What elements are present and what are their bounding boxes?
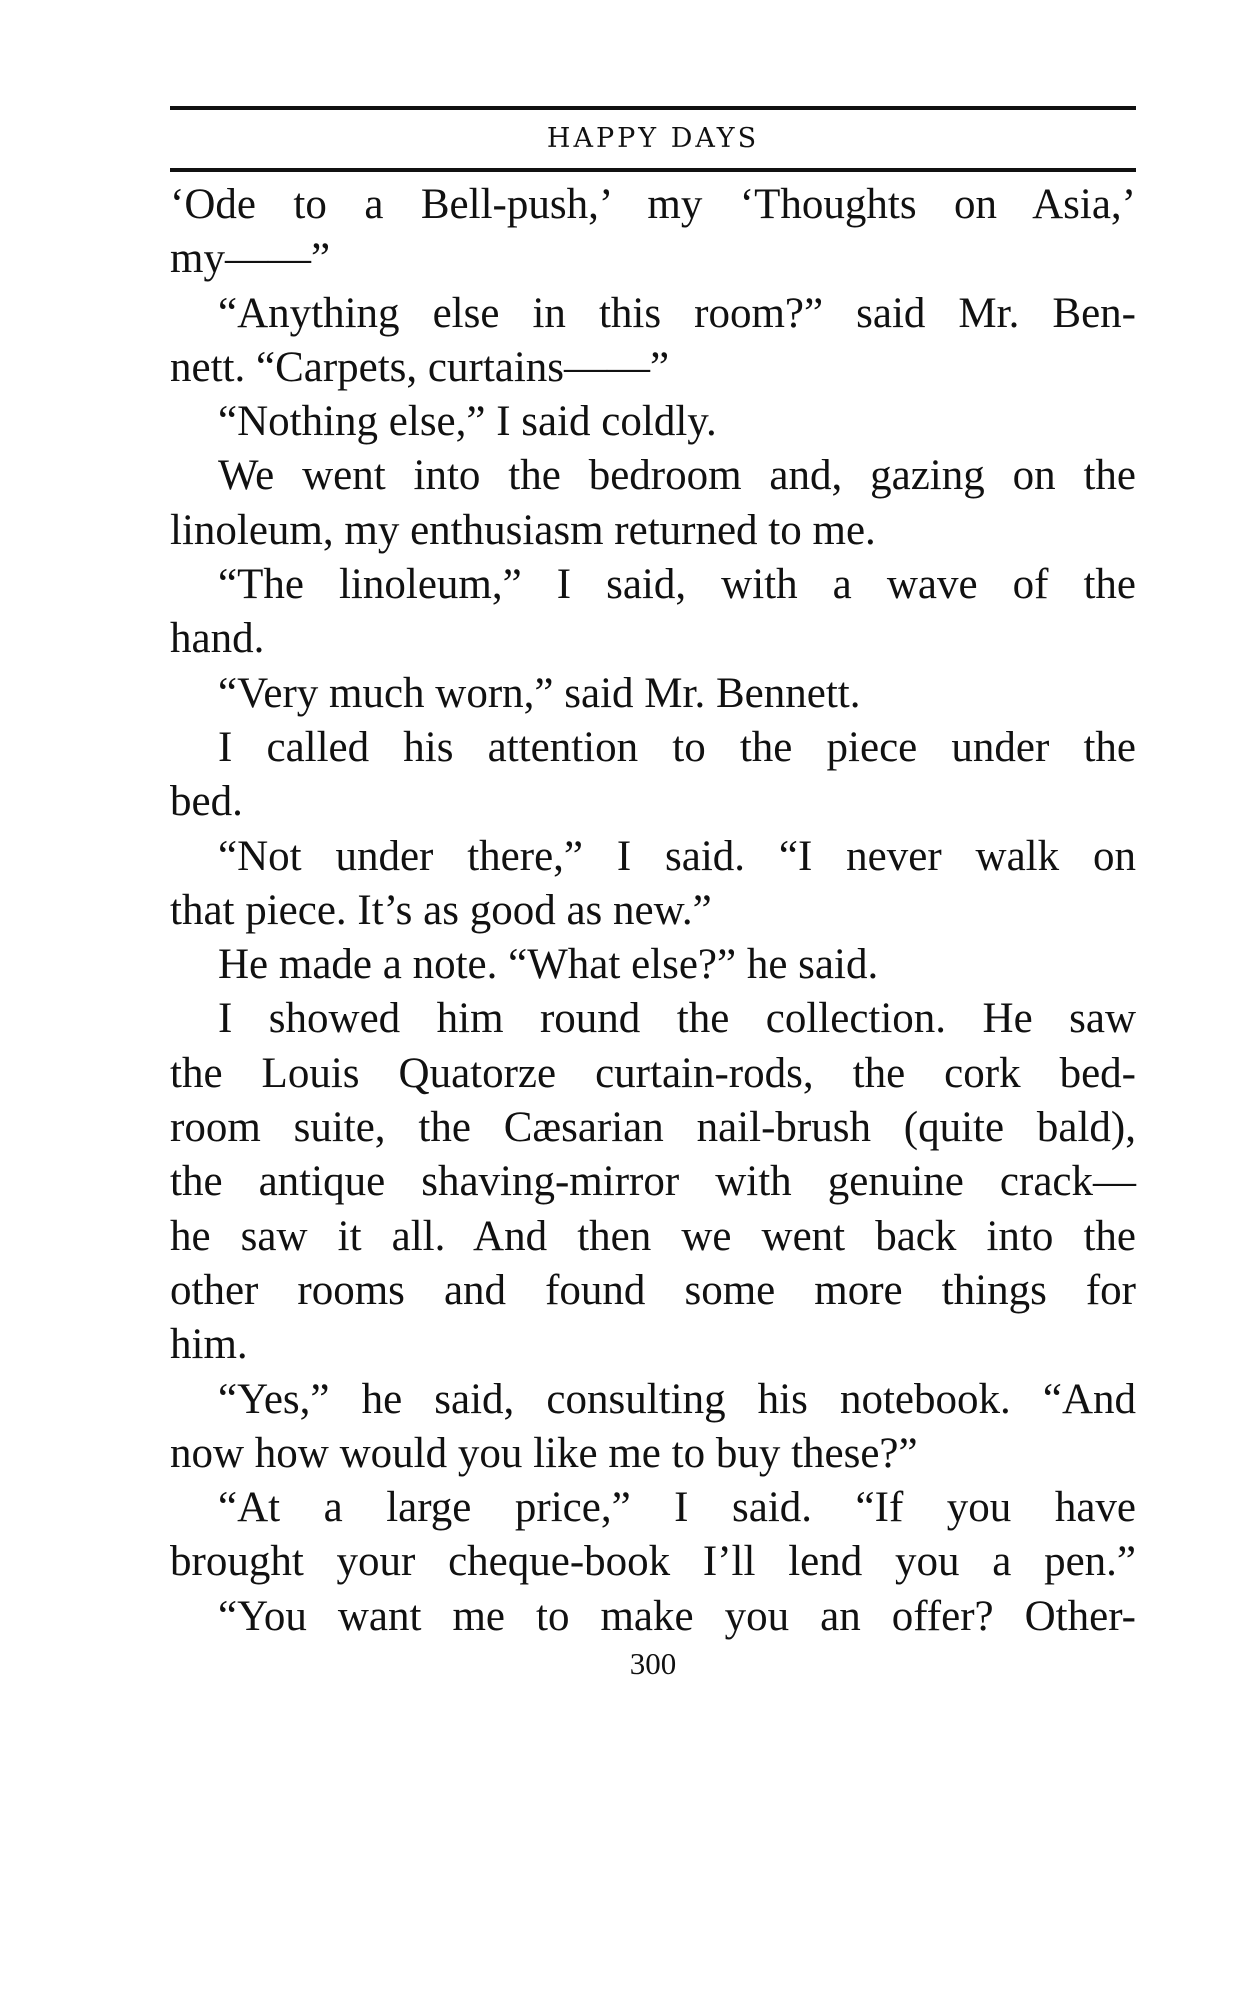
text-line-content: I called his attention to the piece under the: [218, 723, 1136, 771]
text-line: [170, 1210, 1136, 1264]
text-line-content: now how would you like me to buy these?”: [170, 1429, 918, 1477]
text-line: [170, 1318, 1136, 1372]
text-line-content: “Anything else in this room?” said Mr. Ben-: [218, 289, 1136, 337]
text-line-content: “At a large price,” I said. “If you have: [218, 1484, 1136, 1532]
text-line: [170, 1590, 1136, 1644]
text-line: [170, 1373, 1136, 1427]
text-line: [170, 178, 1136, 232]
text-line-content: We went into the bedroom and, gazing on the: [218, 452, 1136, 500]
text-line-content: hand.: [170, 615, 265, 663]
text-line: [170, 287, 1136, 341]
text-line: [170, 341, 1136, 395]
text-line: [170, 1047, 1136, 1101]
text-line: [170, 1155, 1136, 1209]
text-line: [170, 938, 1136, 992]
text-line: [170, 884, 1136, 938]
text-line: [170, 1427, 1136, 1481]
text-line: [170, 775, 1136, 829]
text-line-content: he saw it all. And then we went back into the: [170, 1212, 1136, 1260]
text-line: [170, 1535, 1136, 1589]
header-rule-bottom: [170, 168, 1136, 172]
text-line: [170, 504, 1136, 558]
text-line-content: “The linoleum,” I said, with a wave of the: [218, 561, 1136, 609]
text-line: [170, 830, 1136, 884]
text-line: [170, 449, 1136, 503]
text-line: [170, 395, 1136, 449]
text-line-content: room suite, the Cæsarian nail-brush (quite bald),: [170, 1104, 1136, 1152]
text-line-content: the Louis Quatorze curtain-rods, the cork bed-: [170, 1049, 1136, 1097]
text-line-content: “Not under there,” I said. “I never walk on: [218, 832, 1136, 880]
text-line-content: other rooms and found some more things for: [170, 1266, 1136, 1314]
text-line-content: ‘Ode to a Bell-push,’ my ‘Thoughts on Asia,’: [170, 181, 1136, 228]
text-line: [170, 558, 1136, 612]
text-line: [170, 1101, 1136, 1155]
text-line-content: I showed him round the collection. He saw: [218, 995, 1136, 1043]
text-line-content: “Very much worn,” said Mr. Bennett.: [218, 669, 861, 717]
running-head: HAPPY DAYS: [546, 123, 760, 154]
text-line-content: “You want me to make you an offer? Other-: [218, 1592, 1136, 1640]
page-number: 300: [629, 1646, 677, 1682]
text-line: [170, 1264, 1136, 1318]
text-line: [170, 232, 1136, 286]
text-line-content: nett. “Carpets, curtains——”: [170, 343, 670, 391]
text-line-content: bed.: [170, 778, 243, 826]
text-line-content: “Yes,” he said, consulting his notebook. “And: [218, 1375, 1136, 1423]
text-line-content: my——”: [170, 235, 331, 283]
text-line-content: brought your cheque-book I’ll lend you a pen.”: [170, 1538, 1136, 1586]
text-line-content: that piece. It’s as good as new.”: [170, 886, 712, 934]
text-line-content: him.: [170, 1321, 248, 1369]
body-text: [170, 178, 1136, 1644]
text-line-content: “Nothing else,” I said coldly.: [218, 398, 717, 446]
text-line-content: He made a note. “What else?” he said.: [218, 941, 879, 989]
text-line: [170, 612, 1136, 666]
book-page: [170, 106, 1136, 1682]
text-line: [170, 721, 1136, 775]
text-line: [170, 1481, 1136, 1535]
text-line: [170, 667, 1136, 721]
text-line-content: linoleum, my enthusiasm returned to me.: [170, 506, 876, 554]
text-line: [170, 992, 1136, 1046]
text-line-content: the antique shaving-mirror with genuine crack—: [170, 1158, 1136, 1206]
